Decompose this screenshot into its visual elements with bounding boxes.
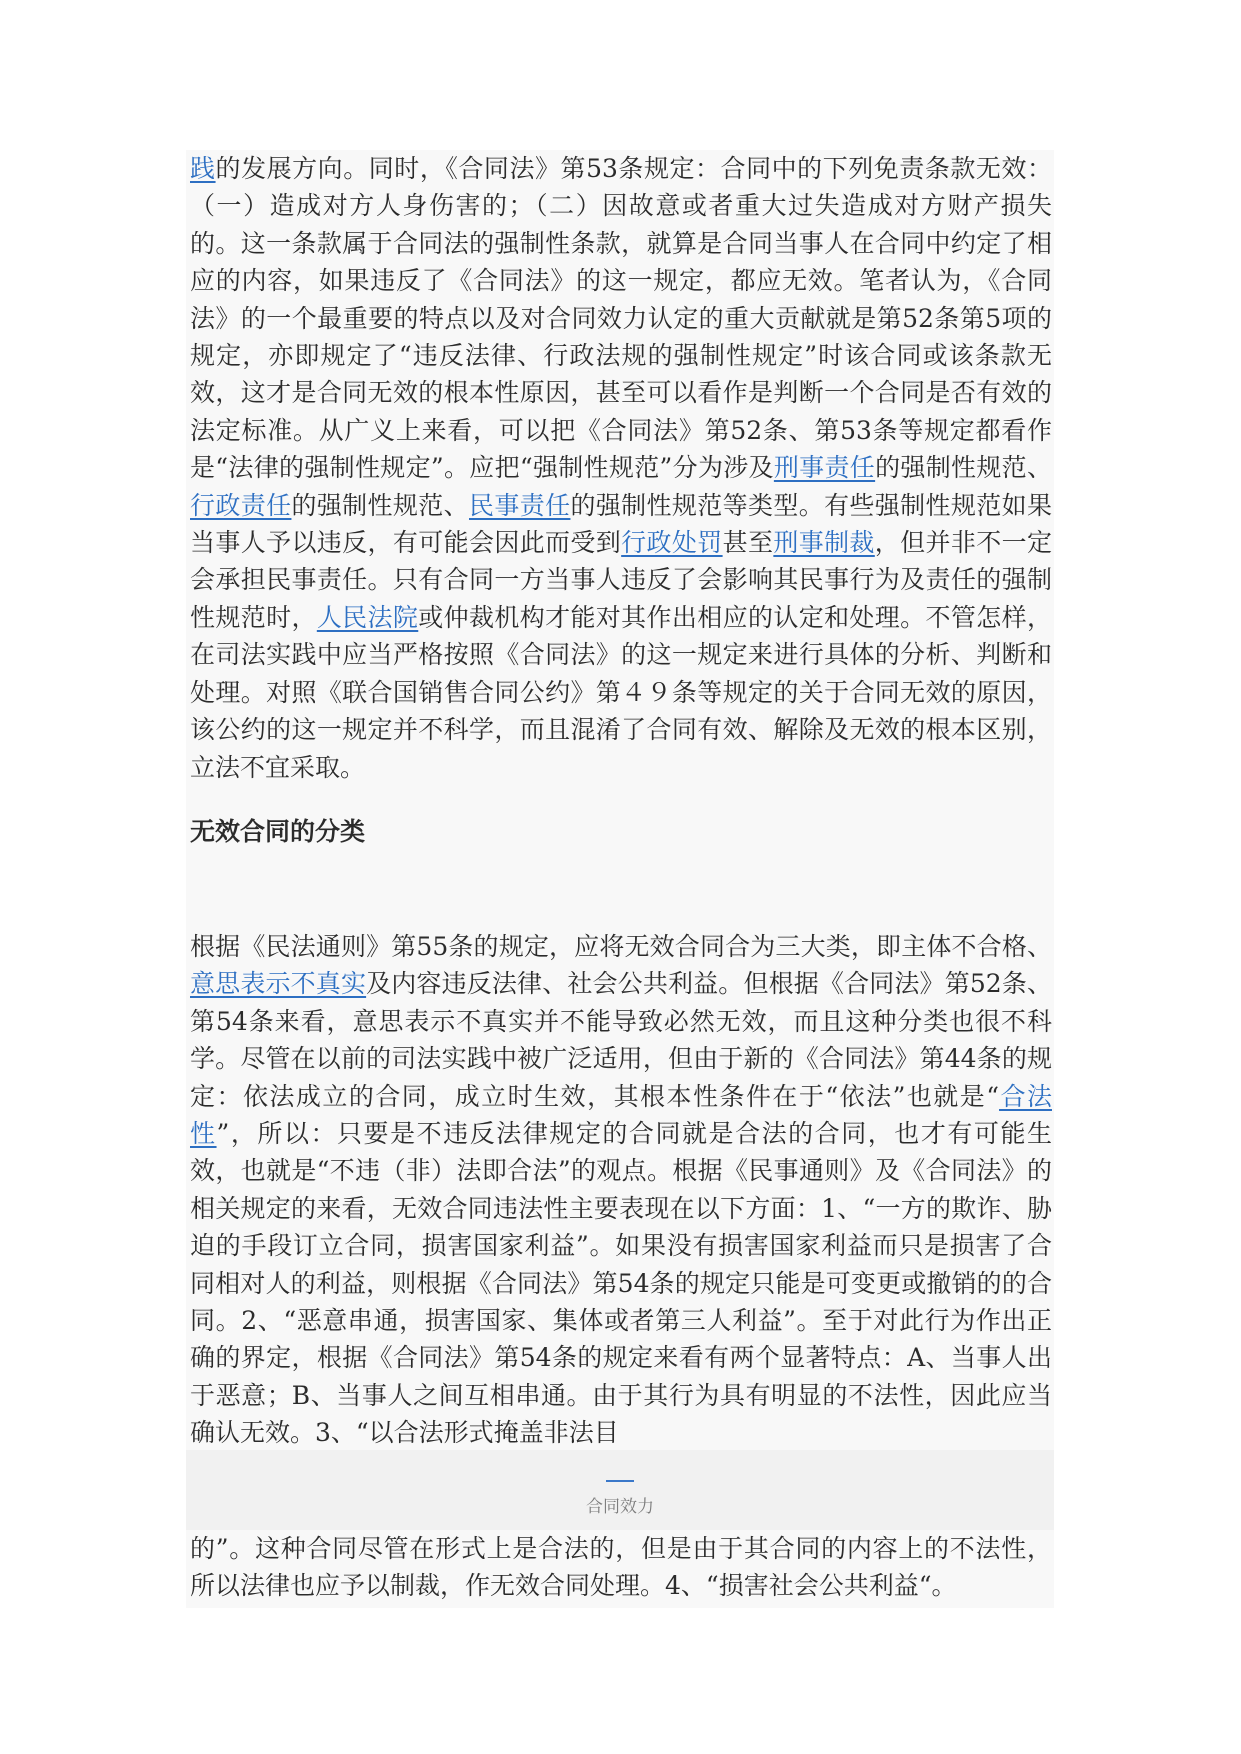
link-criminal-sanction[interactable]: 刑事制裁	[773, 528, 875, 558]
text-span: 的强制性规范、	[291, 490, 469, 520]
section-heading: 无效合同的分类	[190, 817, 366, 846]
text-span: ”，所以：只要是不违反法律规定的合同就是合法的合同，也才有可能生效，也就是“不违（非）法即合法”的观点。根据《民事通则》及《合同法》的相关规定的来看，无效合同违法性主要表现在以下方面：1、“一方的欺诈、胁迫的手段订立合同，损害国家利益”。如果没有损害国家利益而只是损害了合同相对人的利益，则根据《合同法》第54条的规定只能是可变更或撤销的的合同。2、“恶意串通，损害国家、集体或者第三人利益”。至于对此行为作出正确的界定，根据《合同法》第54条的规定来看有两个显著特点：A、当事人出于恶意；B、当事人之间互相串通。由于其行为具有明显的不法性，因此应当确认无效。3、“以合法形式掩盖非法目	[190, 1119, 1052, 1448]
paragraph-contract-validity	[190, 150, 1052, 786]
text-span: 的强制性规范、	[875, 453, 1052, 483]
article-content	[186, 150, 1054, 1608]
text-span: 的发展方向。同时，《合同法》第53条规定：合同中的下列免责条款无效：（一）造成对方人身伤害的；（二）因故意或者重大过失造成对方财产损失的。这一条款属于合同法的强制性条款，就算是合同当事人在合同中约定了相应的内容，如果违反了《合同法》的这一规定，都应无效。笔者认为，《合同法》的一个最重要的特点以及对合同效力认定的重大贡献就是第52条第5项的规定，亦即规定了“违反法律、行政法规的强制性规定”时该合同或该条款无效，这才是合同无效的根本性原因，甚至可以看作是判断一个合同是否有效的法定标准。从广义上来看，可以把《合同法》第52条、第53条等规定都看作是“法律的强制性规定”。应把“强制性规范”分为涉及	[190, 154, 1052, 483]
paragraph-invalid-contract-types	[190, 928, 1052, 1452]
link-criminal-liability[interactable]: 刑事责任	[773, 453, 876, 483]
link-practice[interactable]: 践	[190, 154, 216, 183]
link-legality[interactable]: 合法性	[190, 1081, 1052, 1149]
text-span: 或仲裁机构才能对其作出相应的认定和处理。不管怎样，在司法实践中应当严格按照《合同法》的这一规定来进行具体的分析、判断和处理。对照《联合国销售合同公约》第４９条等规定的关于合同无效的原因，该公约的这一规定并不科学，而且混淆了合同有效、解除及无效的根本区别，立法不宜采取。	[190, 602, 1052, 782]
link-peoples-court[interactable]: 人民法院	[316, 602, 419, 632]
page-footer-band	[186, 1450, 1054, 1530]
link-administrative-liability[interactable]: 行政责任	[190, 490, 292, 520]
text-span: 甚至	[722, 528, 774, 558]
text-span: 的强制性规范等类型。有些强制性规范如果当事人予以违反，有可能会因此而受到	[190, 490, 1052, 558]
footer-divider	[606, 1480, 634, 1482]
text-span: 及内容违反法律、社会公共利益。但根据《合同法》第52条、第54条来看，意思表示不真实并不能导致必然无效，而且这种分类也很不科学。尽管在以前的司法实践中被广泛适用，但由于新的《合同法》第44条的规定：依法成立的合同，成立时生效，其根本性条件在于“依法”也就是“	[190, 969, 1052, 1111]
link-administrative-penalty[interactable]: 行政处罚	[621, 528, 723, 558]
text-span: 的”。这种合同尽管在形式上是合法的，但是由于其合同的内容上的不法性，所以法律也应予以制裁，作无效合同处理。4、“损害社会公共利益“。	[190, 1534, 1052, 1601]
text-span: 根据《民法通则》第55条的规定，应将无效合同合为三大类，即主体不合格、	[190, 932, 1052, 961]
footer-label: 合同效力	[586, 1497, 654, 1517]
link-civil-liability[interactable]: 民事责任	[469, 490, 571, 520]
link-false-intention[interactable]: 意思表示不真实	[190, 969, 367, 999]
paragraph-continuation	[190, 1530, 1052, 1605]
text-span: ，但并非不一定会承担民事责任。只有合同一方当事人违反了会影响其民事行为及责任的强制性规范时，	[190, 528, 1052, 632]
